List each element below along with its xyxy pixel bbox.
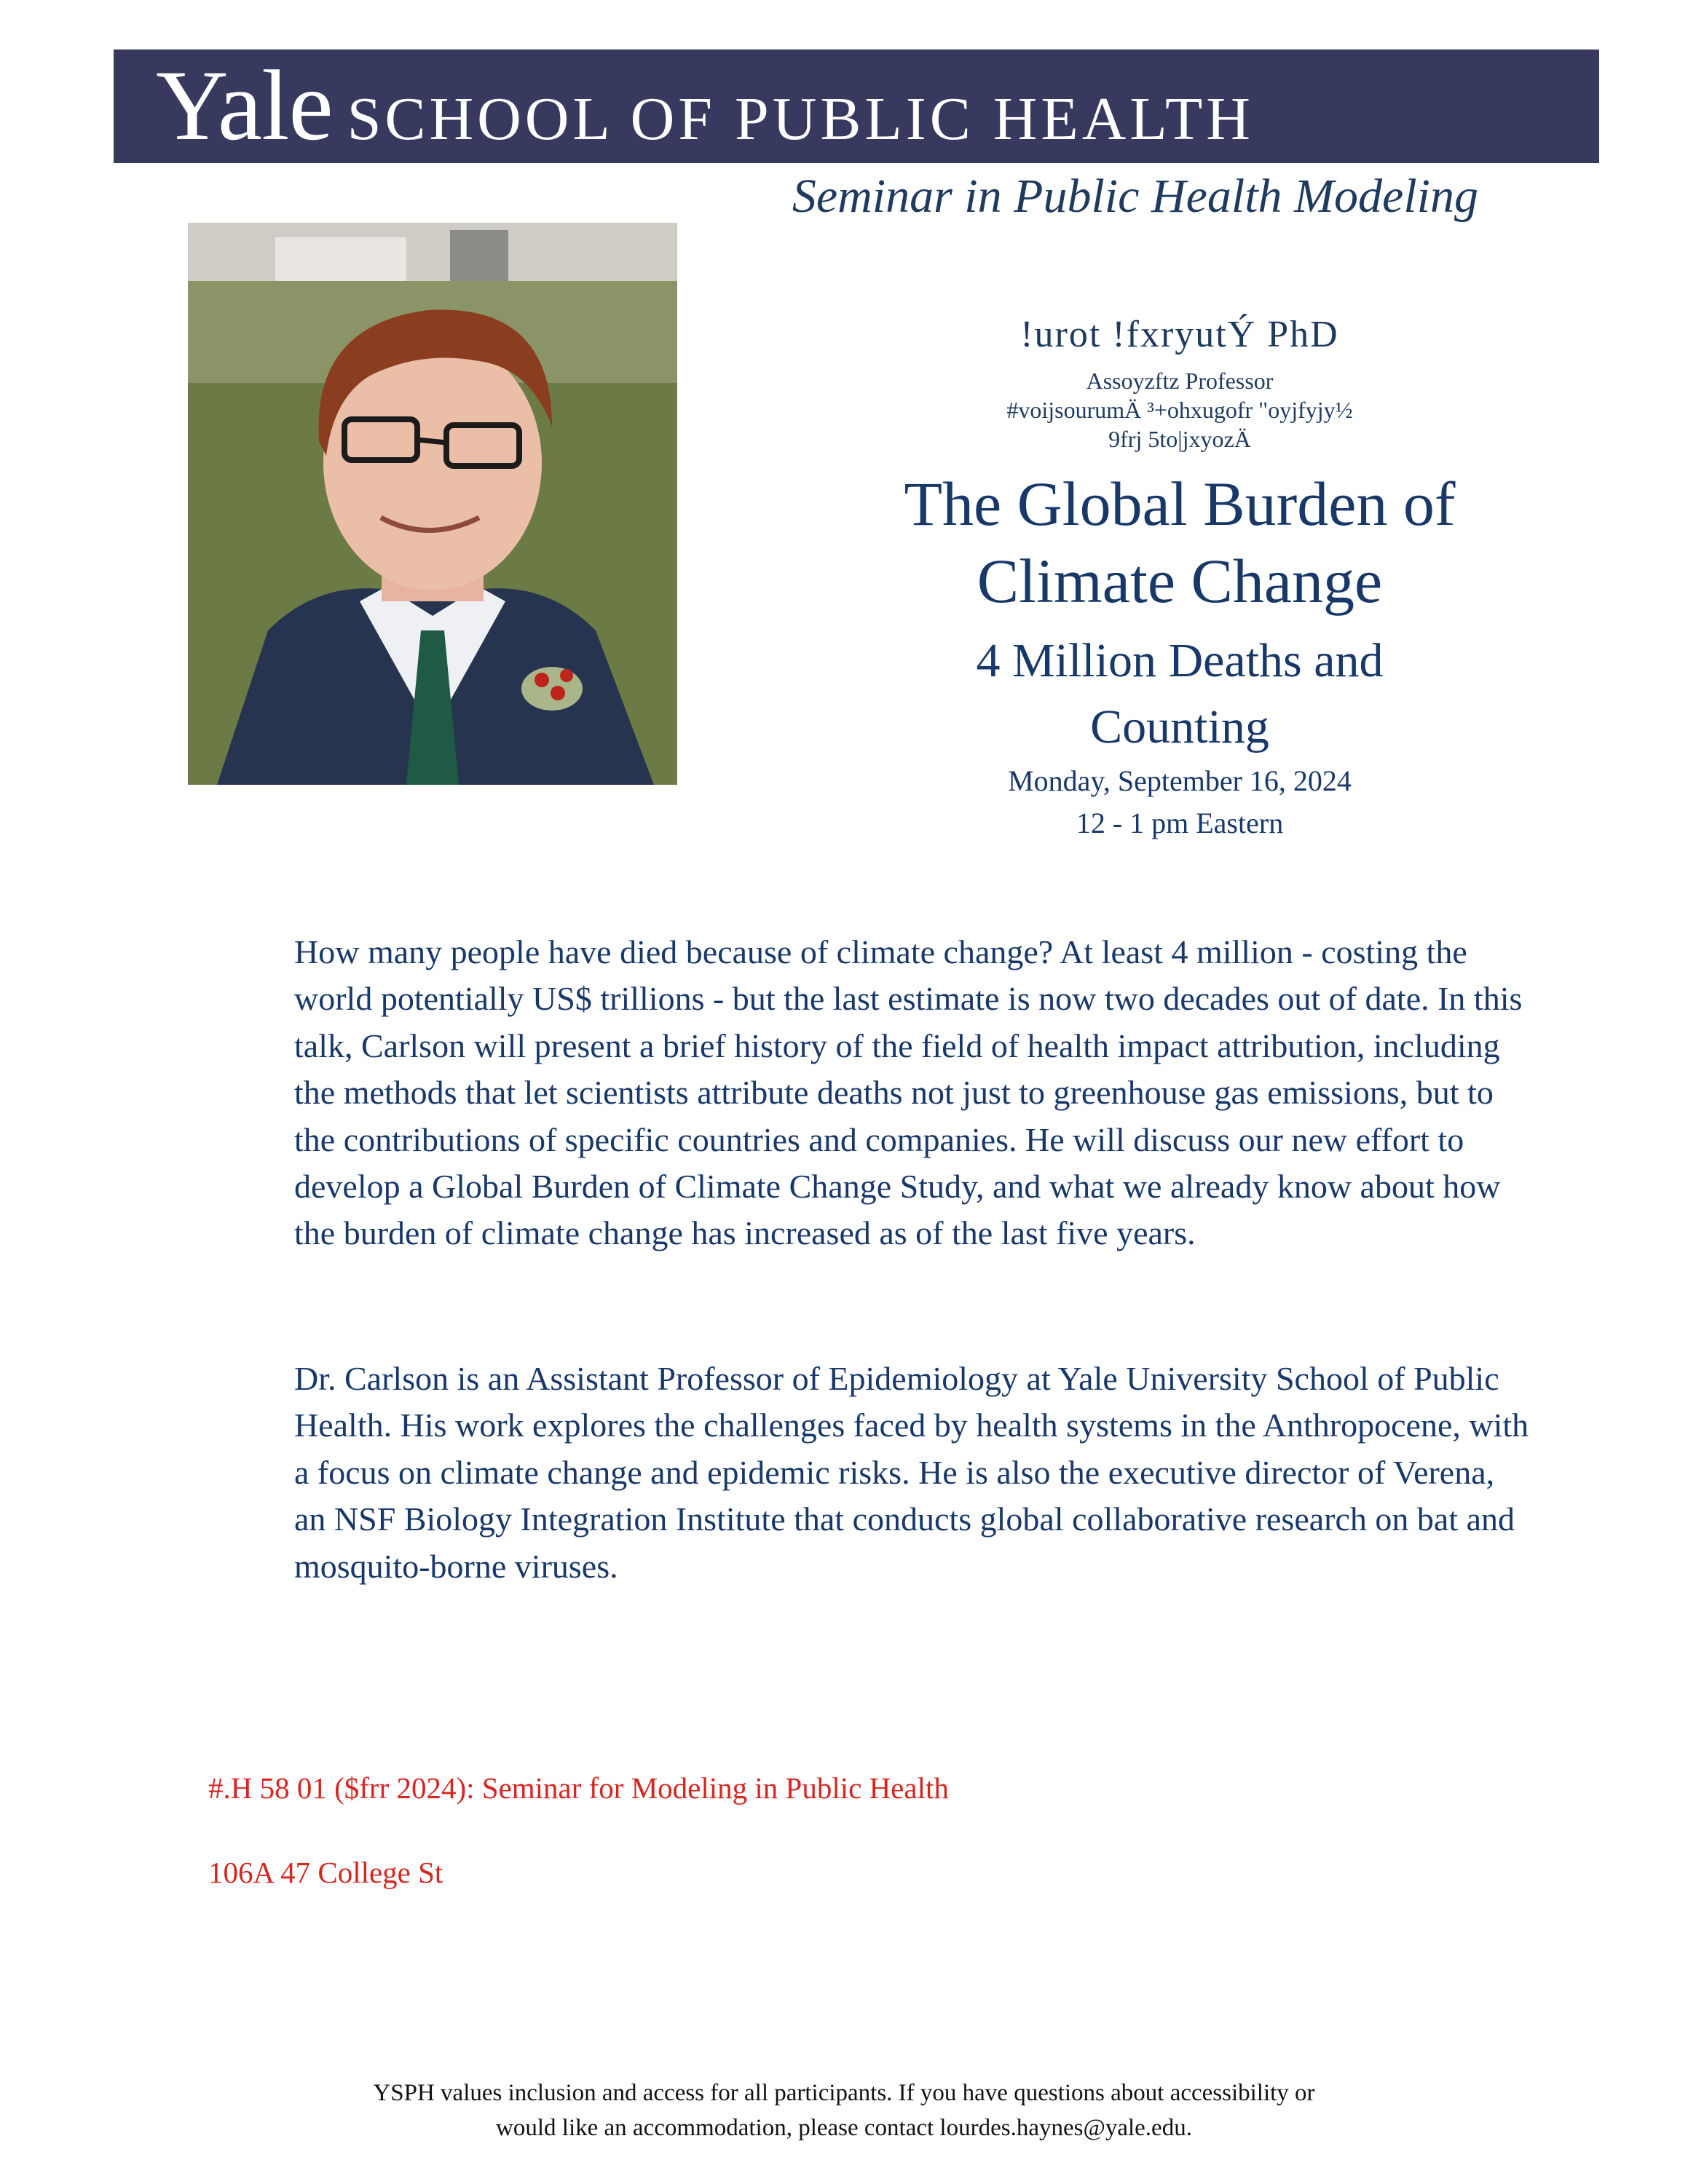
- speaker-photo: [188, 223, 677, 785]
- speaker-bio: Dr. Carlson is an Assistant Professor of Epidemiology at Yale University School of Public Health. His work explores the challenges faced by health systems in the Anthropocene, with a focus on climate change and epidemic risks. He is also the executive director of Verena, an NSF Biology Integration Institute that conducts global collaborative research on bat and mosquito-borne viruses.: [294, 1360, 1529, 1585]
- school-name: SCHOOL OF PUBLIC HEALTH: [347, 85, 1254, 153]
- talk-datetime: [837, 760, 1522, 844]
- talk-date: Monday, September 16, 2024: [1008, 764, 1352, 797]
- talk-title-line2: Climate Change: [977, 545, 1383, 616]
- event-location: 106A 47 College St: [208, 1856, 443, 1889]
- footer-line1: YSPH values inclusion and access for all participants. If you have questions about accessibility or: [373, 2080, 1315, 2106]
- talk-title: [837, 466, 1522, 620]
- talk-abstract: How many people have died because of climate change? At least 4 million - costing the world potentially US$ trillions - but the last estimate is now two decades out of date. In this talk, Carlson will present a brief history of the field of health impact attribution, including the methods that let scientists attribute deaths not just to greenhouse gas emissions, but to the contributions of specific countries and companies. He will discuss our new effort to develop a Global Burden of Climate Change Study, and what we already know about how the burden of climate change has increased as of the last five years.: [294, 933, 1523, 1252]
- talk-subtitle-line1: 4 Million Deaths and: [976, 634, 1384, 687]
- footer-line2: would like an accommodation, please contact lourdes.haynes@yale.edu.: [496, 2114, 1192, 2141]
- talk-title-line1: The Global Burden of: [904, 469, 1456, 539]
- header-title: [156, 50, 1254, 161]
- yale-wordmark: Yale: [156, 50, 333, 161]
- course-info: #.H 58 01 ($frr 2024): Seminar for Modeling in Public Health: [208, 1771, 949, 1805]
- speaker-name: !urot !fxryutÝ PhD: [1020, 314, 1339, 355]
- speaker-department: #voijsourumÄ ³+ohxugofr "oyjfyjy½: [1006, 397, 1353, 423]
- speaker-title: Assoyzftz Professor: [1086, 368, 1274, 394]
- seminar-series-title: Seminar in Public Health Modeling: [792, 170, 1478, 223]
- talk-time: 12 - 1 pm Eastern: [1076, 807, 1284, 839]
- talk-subtitle: [837, 628, 1522, 760]
- talk-subtitle-line2: Counting: [1090, 700, 1269, 754]
- header-banner: [114, 50, 1599, 163]
- speaker-institution: 9frj 5to|jxyozÄ: [1108, 426, 1251, 452]
- accessibility-footer: [0, 2076, 1688, 2146]
- speaker-portrait-image: [188, 223, 677, 785]
